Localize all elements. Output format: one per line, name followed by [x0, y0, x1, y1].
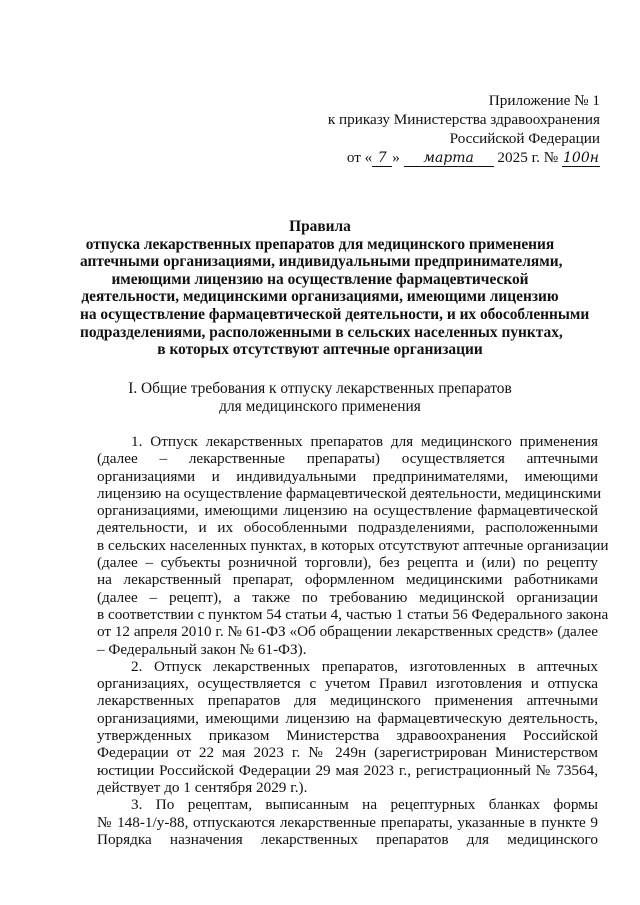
appendix-block	[270, 91, 600, 167]
text-line: 3. По рецептам, выписанным на рецептурных бланках формы	[131, 796, 598, 814]
text-line: организациях, осуществляется с учетом Правил изготовления и отпуска	[97, 675, 598, 693]
title-line: отпуска лекарственных препаратов для медицинского применения	[85, 235, 555, 253]
text-line: юстиции Российской Федерации 29 мая 2023 г., регистрационный № 73564,	[97, 761, 598, 779]
title-line: деятельности, медицинскими организациями, имеющими лицензию	[81, 288, 559, 306]
date-prefix: от «	[346, 149, 373, 166]
text-line: от 12 апреля 2010 г. № 61-ФЗ «Об обращении лекарственных средств» (далее	[97, 623, 598, 641]
handwritten-order-number: 100н	[563, 150, 599, 166]
title-line: в которых отсутствуют аптечные организации	[157, 341, 483, 359]
document-body	[97, 433, 609, 848]
appendix-date-line	[270, 148, 600, 167]
text-line: организациями, имеющими лицензию на фармацевтическую деятельность,	[97, 709, 598, 727]
title-line: аптечными организациями, индивидуальными предпринимателями,	[80, 253, 563, 271]
title-line: подразделениями, расположенными в сельских населенных пунктах,	[80, 323, 563, 341]
text-line: (далее – рецепт), а также по требованию медицинской организации	[97, 588, 598, 606]
text-line: в соответствии с пунктом 54 статьи 4, частью 1 статьи 56 Федерального закона	[97, 605, 609, 623]
title-line: на осуществление фармацевтической деятельности, и их обособленными	[80, 305, 590, 323]
text-line: на лекарственный препарат, оформленном медицинскими работниками	[97, 571, 598, 589]
text-line: лицензию на осуществление фармацевтической деятельности, медицинскими	[97, 484, 602, 502]
section-heading	[100, 380, 540, 416]
appendix-number: Приложение № 1	[488, 92, 600, 109]
text-line: 2. Отпуск лекарственных препаратов, изготовленных в аптечных	[131, 657, 598, 675]
text-line: (далее – лекарственные препараты) осуществляется аптечными	[97, 450, 598, 468]
text-line: Порядка назначения лекарственных препаратов для медицинского	[97, 830, 598, 848]
paragraph-1	[97, 433, 609, 658]
date-mid: »	[392, 149, 400, 166]
text-line: Федерации от 22 мая 2023 г. № 249н (зарегистрирован Министерством	[97, 744, 598, 762]
text-line: в сельских населенных пунктах, в которых отсутствуют аптечные организации	[97, 536, 609, 554]
text-line: № 148-1/у-88, отпускаются лекарственные препараты, указанные в пункте 9	[97, 813, 598, 831]
section-heading-line: I. Общие требования к отпуску лекарственных препаратов	[128, 380, 512, 397]
appendix-order-ref: к приказу Министерства здравоохранения	[327, 111, 600, 128]
text-line: (далее – субъекты розничной торговли), без рецепта и (или) по рецепту	[97, 554, 598, 572]
text-line: – Федеральный закон № 61-ФЗ).	[97, 640, 307, 658]
title-line: имеющими лицензию на осуществление фармацевтической	[111, 270, 529, 288]
appendix-country: Российской Федерации	[449, 130, 600, 147]
handwritten-day: 7	[372, 151, 392, 167]
text-line: утвержденных приказом Министерства здравоохранения Российской	[97, 727, 598, 745]
text-line: лекарственных препаратов для медицинского применения аптечными	[97, 692, 598, 710]
text-line: организациями, имеющими лицензию на осуществление фармацевтической	[97, 502, 598, 520]
section-heading-line: для медицинского применения	[219, 398, 421, 415]
text-line: деятельности, и их обособленными подразделениями, расположенными	[97, 519, 598, 537]
paragraph-2	[97, 658, 598, 796]
document-title	[80, 218, 590, 359]
text-line: действует до 1 сентября 2029 г.).	[97, 778, 308, 796]
paragraph-3	[97, 796, 598, 848]
handwritten-month: марта	[404, 151, 494, 167]
title-heading: Правила	[289, 218, 351, 235]
date-year: 2025 г. №	[497, 149, 559, 166]
text-line: 1. Отпуск лекарственных препаратов для медицинского применения	[131, 433, 598, 450]
text-line: организациями и индивидуальными предпринимателями, имеющими	[97, 467, 598, 485]
